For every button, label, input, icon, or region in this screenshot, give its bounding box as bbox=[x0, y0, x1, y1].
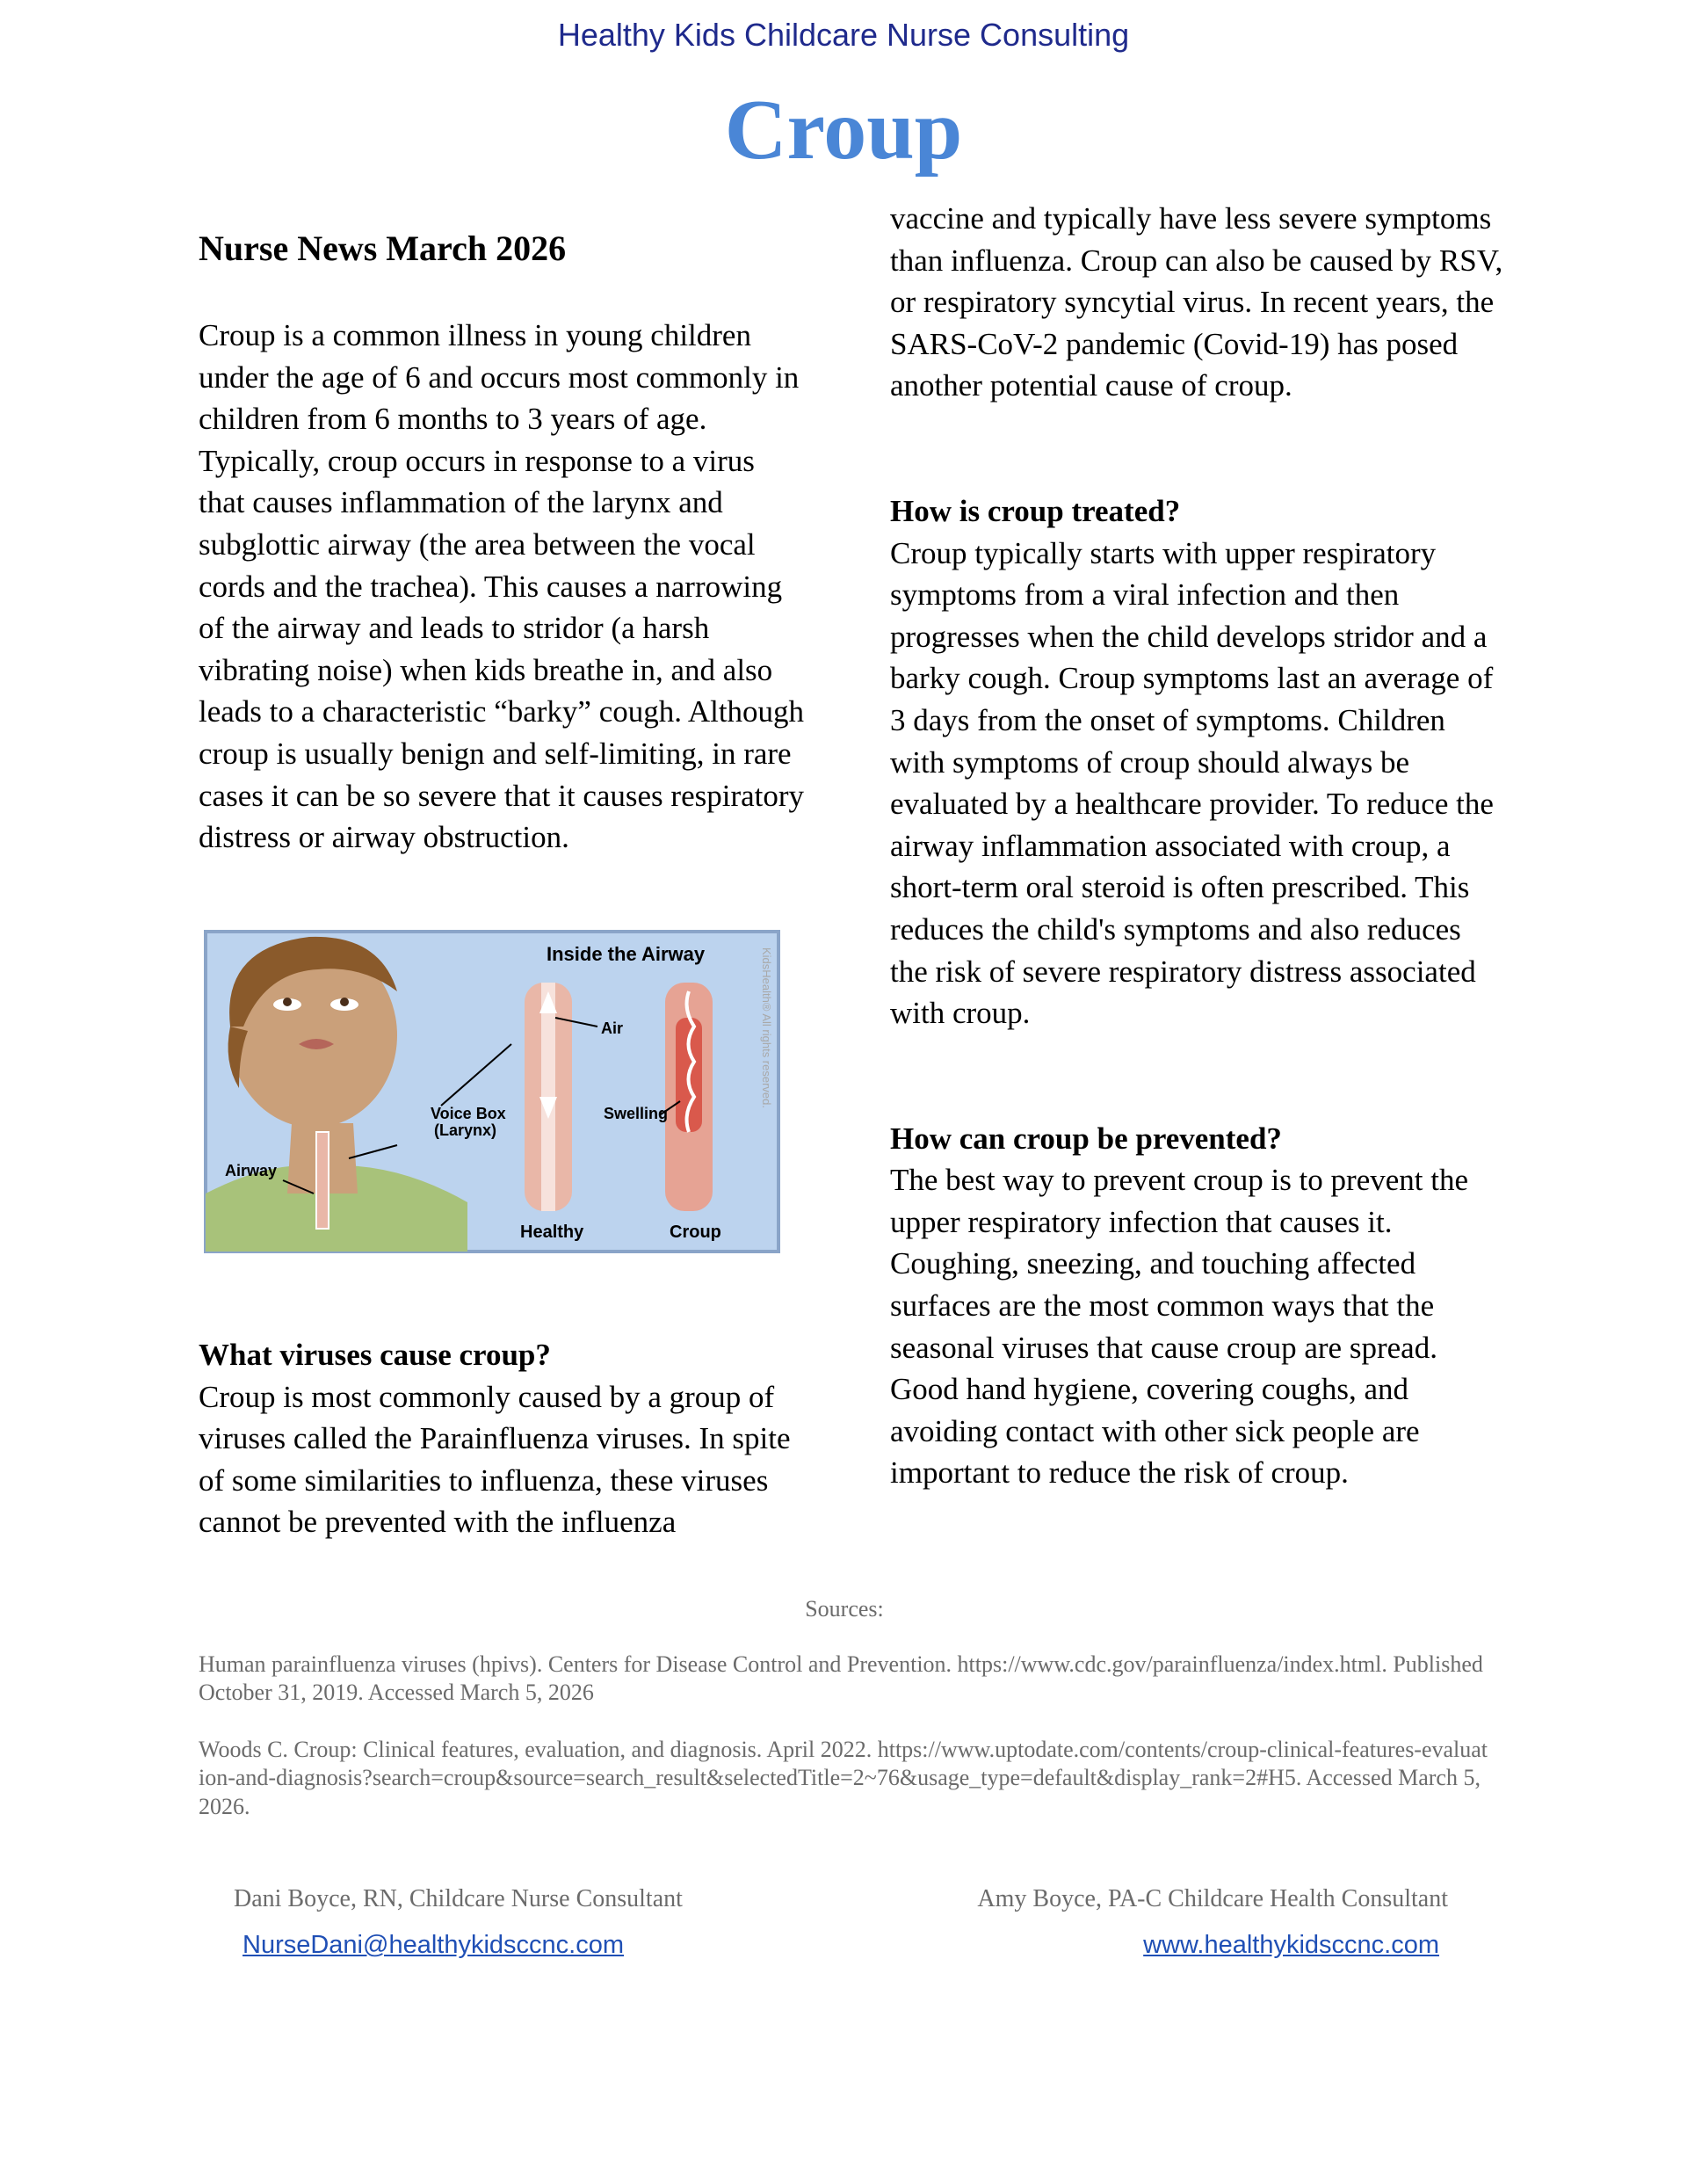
citation-cdc: Human parainfluenza viruses (hpivs). Centers for Disease Control and Prevention. https://www.cdc.gov/parainfluenza/index.html. Published October 31, 2019. Accessed March 5, 2026 bbox=[199, 1651, 1483, 1705]
right-column bbox=[890, 198, 1505, 1494]
label-swelling: Swelling bbox=[604, 1105, 669, 1122]
intro-paragraph: Croup is a common illness in young children under the age of 6 and occurs most commonly in children from 6 months to 3 years of age. Typically, croup occurs in response to a virus that causes inflammation of the larynx and subglottic airway (the area between the vocal cords and the trachea). This causes a narrowing of the airway and leads to stridor (a harsh vibrating noise) when kids breathe in, and also leads to a characteristic “barky” cough. Although croup is usually benign and self-limiting, in rare cases it can be so severe that it causes respiratory distress or airway obstruction. bbox=[199, 318, 805, 855]
page-title: Croup bbox=[724, 83, 963, 178]
viruses-heading: What viruses cause croup? bbox=[199, 1338, 551, 1372]
spacer bbox=[890, 1034, 1505, 1118]
viruses-section bbox=[199, 1334, 805, 1543]
prevention-body: The best way to prevent croup is to prevent the upper respiratory infection that causes it. Coughing, sneezing, and touching affected surfaces are the most common ways that the seasonal viruses that cause croup are spread. Good hand hygiene, covering coughs, and avoiding contact with other sick people are important to reduce the risk of croup. bbox=[890, 1163, 1468, 1491]
label-voice-box: Voice Box bbox=[431, 1105, 506, 1122]
sources-section bbox=[199, 1595, 1490, 1849]
left-pupil bbox=[283, 998, 292, 1006]
viruses-body-part1: Croup is most commonly caused by a group of viruses called the Parainfluenza viruses. In spite of some similarities to influenza, these viruses cannot be prevented with the influenza bbox=[199, 1379, 791, 1540]
footer-email-link[interactable]: NurseDani@healthykidsccnc.com bbox=[243, 1931, 624, 1959]
treatment-body: Croup typically starts with upper respiratory symptoms from a viral infection and then progresses when the child develops stridor and a barky cough. Croup symptoms last an average of 3 days from the onset of symptoms. Children with symptoms of croup should always be evaluated by a healthcare provider. To reduce the airway inflammation associated with croup, a short-term oral steroid is often prescribed. This reduces the child's symptoms and also reduces the risk of severe respiratory distress associated with croup. bbox=[890, 535, 1494, 1031]
newsletter-date-heading: Nurse News March 2026 bbox=[199, 229, 567, 268]
organization-name: Healthy Kids Childcare Nurse Consulting bbox=[557, 17, 1130, 53]
airway-illustration bbox=[204, 930, 780, 1253]
footer-right-name: Amy Boyce, PA-C Childcare Health Consultant bbox=[977, 1885, 1448, 1912]
right-pupil bbox=[340, 998, 349, 1006]
footer-left-name: Dani Boyce, RN, Childcare Nurse Consultant bbox=[234, 1885, 683, 1912]
treatment-heading: How is croup treated? bbox=[890, 493, 1181, 528]
label-larynx: (Larynx) bbox=[434, 1121, 497, 1139]
left-column bbox=[199, 227, 805, 859]
airway-illustration-svg bbox=[204, 930, 780, 1253]
label-airway: Airway bbox=[225, 1162, 278, 1179]
label-croup: Croup bbox=[670, 1223, 721, 1242]
image-credit: KidsHealth® All rights reserved. bbox=[760, 947, 773, 1108]
spacer bbox=[890, 407, 1505, 490]
label-healthy: Healthy bbox=[520, 1223, 584, 1242]
label-air: Air bbox=[601, 1019, 624, 1037]
prevention-heading: How can croup be prevented? bbox=[890, 1121, 1282, 1156]
throat-airway bbox=[316, 1132, 329, 1229]
viruses-body-part2: vaccine and typically have less severe symptoms than influenza. Croup can also be caused by RSV, or respiratory syncytial virus. In recent years, the SARS-CoV-2 pandemic (Covid-19) has posed another potential cause of croup. bbox=[890, 201, 1503, 403]
citation-uptodate: Woods C. Croup: Clinical features, evaluation, and diagnosis. April 2022. https://www.uptodate.com/contents/croup-clinical-features-evaluation-and-diagnosis?search=croup&source=search_result&selectedTitle=2~76&usage_type=default&display_rank=2#H5. Accessed March 5, 2026. bbox=[199, 1736, 1488, 1819]
footer-website-link[interactable]: www.healthykidsccnc.com bbox=[1143, 1931, 1439, 1959]
sources-heading: Sources: bbox=[805, 1596, 884, 1622]
figure-title: Inside the Airway bbox=[547, 943, 706, 965]
